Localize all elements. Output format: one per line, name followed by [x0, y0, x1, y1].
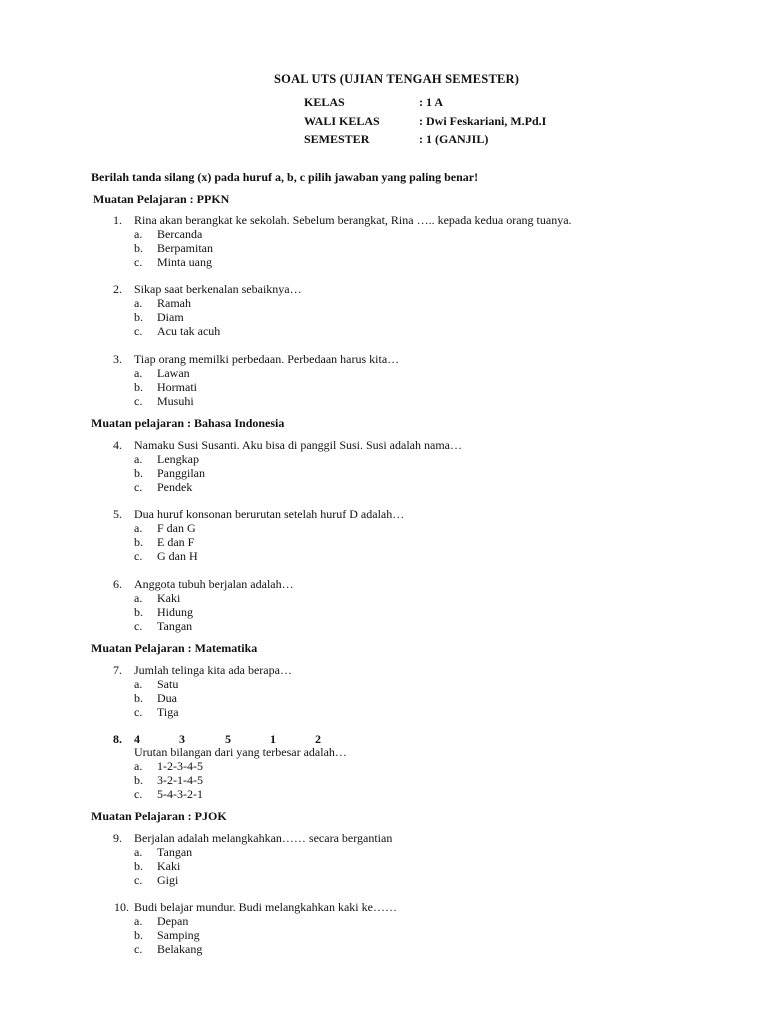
option-letter: a. [134, 845, 143, 859]
option-letter: b. [134, 859, 143, 873]
info-label-wali-kelas: WALI KELAS [304, 114, 380, 128]
option-text: Acu tak acuh [157, 324, 221, 338]
question-number: 2. [113, 282, 122, 296]
question-number: 8. [113, 732, 122, 746]
section-title-matematika: Muatan Pelajaran : Matematika [91, 641, 258, 655]
option-text: Hormati [157, 380, 197, 394]
number-sequence-item: 5 [225, 732, 231, 746]
option-letter: c. [134, 942, 143, 956]
option-letter: a. [134, 914, 143, 928]
option-text: Panggilan [157, 466, 205, 480]
option-letter: a. [134, 677, 143, 691]
option-text: Satu [157, 677, 179, 691]
option-letter: b. [134, 310, 143, 324]
option-letter: a. [134, 452, 143, 466]
question-text: Sikap saat berkenalan sebaiknya… [134, 282, 302, 296]
option-letter: b. [134, 928, 143, 942]
question-number: 6. [113, 577, 122, 591]
instruction: Berilah tanda silang (x) pada huruf a, b, c pilih jawaban yang paling benar! [91, 170, 479, 184]
option-text: E dan F [157, 535, 195, 549]
section-title-bahasa-indonesia: Muatan pelajaran : Bahasa Indonesia [91, 416, 285, 430]
option-letter: c. [134, 873, 143, 887]
option-letter: b. [134, 691, 143, 705]
option-text: Lawan [157, 366, 190, 380]
option-text: Lengkap [157, 452, 199, 466]
number-sequence-item: 3 [179, 732, 185, 746]
question-text: Rina akan berangkat ke sekolah. Sebelum berangkat, Rina ….. kepada kedua orang tuanya. [134, 213, 572, 227]
option-text: Tangan [157, 845, 193, 859]
option-letter: b. [134, 241, 143, 255]
option-letter: b. [134, 605, 143, 619]
option-letter: c. [134, 480, 143, 494]
option-letter: a. [134, 296, 143, 310]
info-value-kelas: : 1 A [419, 95, 443, 109]
option-letter: b. [134, 466, 143, 480]
option-letter: c. [134, 549, 143, 563]
info-value-wali-kelas: : Dwi Feskariani, M.Pd.I [419, 114, 547, 128]
option-letter: b. [134, 380, 143, 394]
option-text: Gigi [157, 873, 179, 887]
question-text: Budi belajar mundur. Budi melangkahkan kaki ke…… [134, 900, 397, 914]
option-text: Ramah [157, 296, 191, 310]
question-text: Berjalan adalah melangkahkan…… secara bergantian [134, 831, 393, 845]
option-letter: a. [134, 591, 143, 605]
option-letter: a. [134, 366, 143, 380]
question-number: 7. [113, 663, 122, 677]
option-text: Dua [157, 691, 177, 705]
option-text: 1-2-3-4-5 [157, 759, 203, 773]
option-letter: a. [134, 227, 143, 241]
option-text: Kaki [157, 859, 181, 873]
option-text: Tiga [157, 705, 179, 719]
option-text: 3-2-1-4-5 [157, 773, 203, 787]
option-text: Kaki [157, 591, 181, 605]
question-number: 10. [114, 900, 129, 914]
question-number: 9. [113, 831, 122, 845]
option-text: G dan H [157, 549, 198, 563]
option-letter: b. [134, 773, 143, 787]
question-number: 1. [113, 213, 122, 227]
option-text: Diam [157, 310, 184, 324]
info-label-kelas: KELAS [304, 95, 345, 109]
question-text: Namaku Susi Susanti. Aku bisa di panggil Susi. Susi adalah nama… [134, 438, 462, 452]
info-value-semester: : 1 (GANJIL) [419, 132, 489, 146]
question-text: Anggota tubuh berjalan adalah… [134, 577, 294, 591]
option-text: Depan [157, 914, 189, 928]
number-sequence-item: 4 [134, 732, 140, 746]
option-letter: a. [134, 521, 143, 535]
option-text: Pendek [157, 480, 193, 494]
option-letter: a. [134, 759, 143, 773]
option-text: Tangan [157, 619, 193, 633]
option-text: Berpamitan [157, 241, 213, 255]
info-label-semester: SEMESTER [304, 132, 370, 146]
option-letter: c. [134, 255, 143, 269]
option-text: Minta uang [157, 255, 212, 269]
question-text: Dua huruf konsonan berurutan setelah huruf D adalah… [134, 507, 405, 521]
option-letter: c. [134, 394, 143, 408]
option-letter: c. [134, 787, 143, 801]
option-letter: b. [134, 535, 143, 549]
question-text: Urutan bilangan dari yang terbesar adalah… [134, 745, 347, 759]
option-text: Hidung [157, 605, 193, 619]
option-letter: c. [134, 324, 143, 338]
number-sequence-item: 2 [315, 732, 321, 746]
question-number: 3. [113, 352, 122, 366]
question-text: Tiap orang memilki perbedaan. Perbedaan harus kita… [134, 352, 400, 366]
question-number: 5. [113, 507, 122, 521]
option-text: Belakang [157, 942, 203, 956]
question-text: Jumlah telinga kita ada berapa… [134, 663, 292, 677]
option-text: 5-4-3-2-1 [157, 787, 203, 801]
option-text: Samping [157, 928, 200, 942]
option-letter: c. [134, 705, 143, 719]
number-sequence-item: 1 [270, 732, 276, 746]
question-number: 4. [113, 438, 122, 452]
option-text: F dan G [157, 521, 196, 535]
page-title: SOAL UTS (UJIAN TENGAH SEMESTER) [274, 72, 520, 86]
option-text: Bercanda [157, 227, 203, 241]
option-letter: c. [134, 619, 143, 633]
option-text: Musuhi [157, 394, 194, 408]
section-title-pjok: Muatan Pelajaran : PJOK [91, 809, 227, 823]
section-title-ppkn: Muatan Pelajaran : PPKN [93, 192, 230, 206]
